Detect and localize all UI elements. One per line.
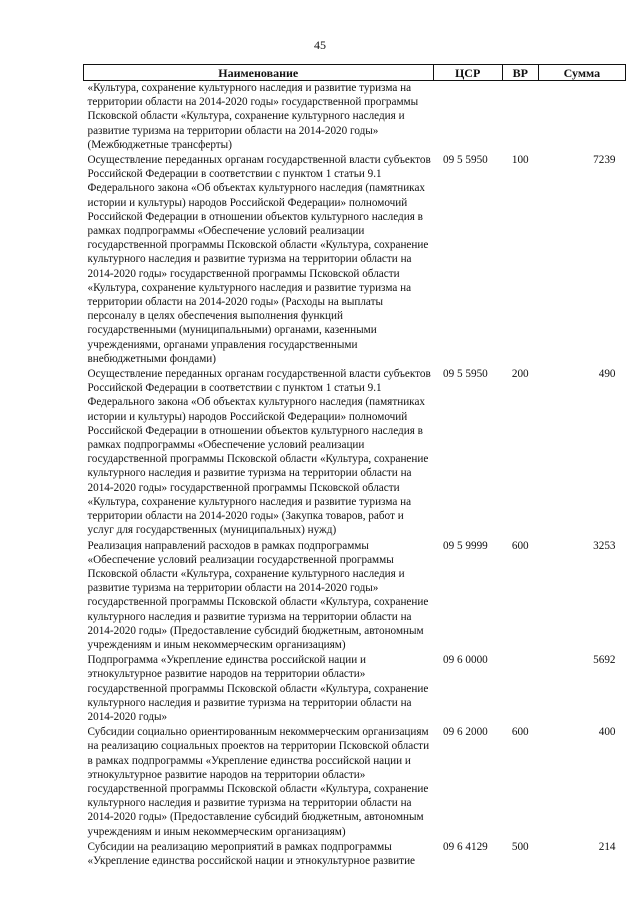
page-number: 45	[314, 38, 326, 52]
column-header-sum: Сумма	[538, 65, 625, 81]
row-vr	[502, 81, 538, 153]
row-csr: 09 6 2000	[443, 726, 488, 739]
row-csr: 09 6 0000	[443, 654, 488, 667]
row-csr: 09 5 9999	[443, 539, 488, 552]
row-name: Субсидии социально ориентированным некоммерческим организациям на реализацию социальных проектов на территории Псковской области в рамках подпрограммы «Укрепление единства российской нации и этнокультурное развитие народов на территории области» государственной программы Псковской области «Культура, сохранение культурного наследия и развитие туризма на территории области на 2014-2020 годы» (Предоставление субсидий бюджетным, автономным учреждениям и иным некоммерческим организациям)	[87, 726, 430, 838]
table-row	[84, 81, 626, 153]
row-sum	[538, 81, 625, 153]
row-sum: 400	[598, 726, 616, 739]
table-row	[84, 839, 626, 868]
row-name: Подпрограмма «Укрепление единства российской нации и этнокультурное развитие народов на территории области» государственной программы Псковской области «Культура, сохранение культурного наследия и развитие туризма на территории области на 2014-2020 годы»	[87, 654, 429, 723]
table-row	[84, 152, 626, 366]
row-name: «Культура, сохранение культурного наследия и развитие туризма на территории области на 2014-2020 годы» государственной программы Псковской области «Культура, сохранение культурного наследия и развитие туризма на территории области на 2014-2020 годы» (Межбюджетные трансферты)	[87, 82, 419, 151]
row-sum: 490	[598, 368, 616, 381]
row-name: Реализация направлений расходов в рамках подпрограммы «Обеспечение условий реализации государственной программы Псковской области «Культура, сохранение культурного наследия и развитие туризма на территории области на 2014-2020 годы» государственной программы Псковской области «Культура, сохранение культурного наследия и развитие туризма на территории области на 2014-2020 годы» (Предоставление субсидий бюджетным, автономным учреждениям и иным некоммерческим организациям)	[87, 539, 429, 651]
budget-table	[83, 64, 626, 868]
row-sum: 214	[598, 840, 616, 853]
column-header-vr: ВР	[502, 65, 538, 81]
row-csr: 09 6 4129	[443, 840, 488, 853]
table-row	[84, 652, 626, 724]
row-name: Осуществление переданных органам государственной власти субъектов Российской Федерации в соответствии с пунктом 1 статьи 9.1 Федерального закона «Об объектах культурного наследия (памятниках истории и культуры) народов Российской Федерации» полномочий Российской Федерации в отношении объектов культурного наследия в рамках подпрограммы «Обеспечение условий реализации государственной программы Псковской области «Культура, сохранение культурного наследия и развитие туризма на территории области на 2014-2020 годы» государственной программы Псковской области «Культура, сохранение культурного наследия и развитие туризма на территории области на 2014-2020 годы» (Расходы на выплаты персоналу в целях обеспечения выполнения функций государственными (муниципальными) органами, казенными учреждениями, органами управления государственными внебюджетными фондами)	[87, 154, 431, 365]
row-name: Осуществление переданных органам государственной власти субъектов Российской Федерации в соответствии с пунктом 1 статьи 9.1 Федерального закона «Об объектах культурного наследия (памятниках истории и культуры) народов Российской Федерации» полномочий Российской Федерации в отношении объектов культурного наследия в рамках подпрограммы «Обеспечение условий реализации государственной программы Псковской области «Культура, сохранение культурного наследия и развитие туризма на территории области на 2014-2020 годы» государственной программы Псковской области «Культура, сохранение культурного наследия и развитие туризма на территории области на 2014-2020 годы» (Закупка товаров, работ и услуг для государственных (муниципальных) нужд)	[87, 368, 431, 537]
row-vr: 200	[511, 368, 529, 381]
row-sum: 3253	[593, 539, 616, 552]
table-row	[84, 724, 626, 839]
row-vr: 100	[511, 154, 529, 167]
row-vr: 600	[511, 726, 529, 739]
column-header-name: Наименование	[84, 65, 434, 81]
table-row	[84, 538, 626, 653]
row-vr: 600	[511, 539, 529, 552]
row-csr	[433, 81, 502, 153]
row-csr: 09 5 5950	[443, 368, 488, 381]
row-name: Субсидии на реализацию мероприятий в рамках подпрограммы «Укрепление единства российской нации и этнокультурное развитие	[87, 840, 416, 867]
table-header-row	[84, 65, 626, 81]
row-vr: 500	[511, 840, 529, 853]
row-vr	[502, 652, 538, 724]
row-csr: 09 5 5950	[443, 154, 488, 167]
row-sum: 5692	[593, 654, 616, 667]
row-sum: 7239	[593, 154, 616, 167]
table-row	[84, 366, 626, 537]
column-header-csr: ЦСР	[433, 65, 502, 81]
